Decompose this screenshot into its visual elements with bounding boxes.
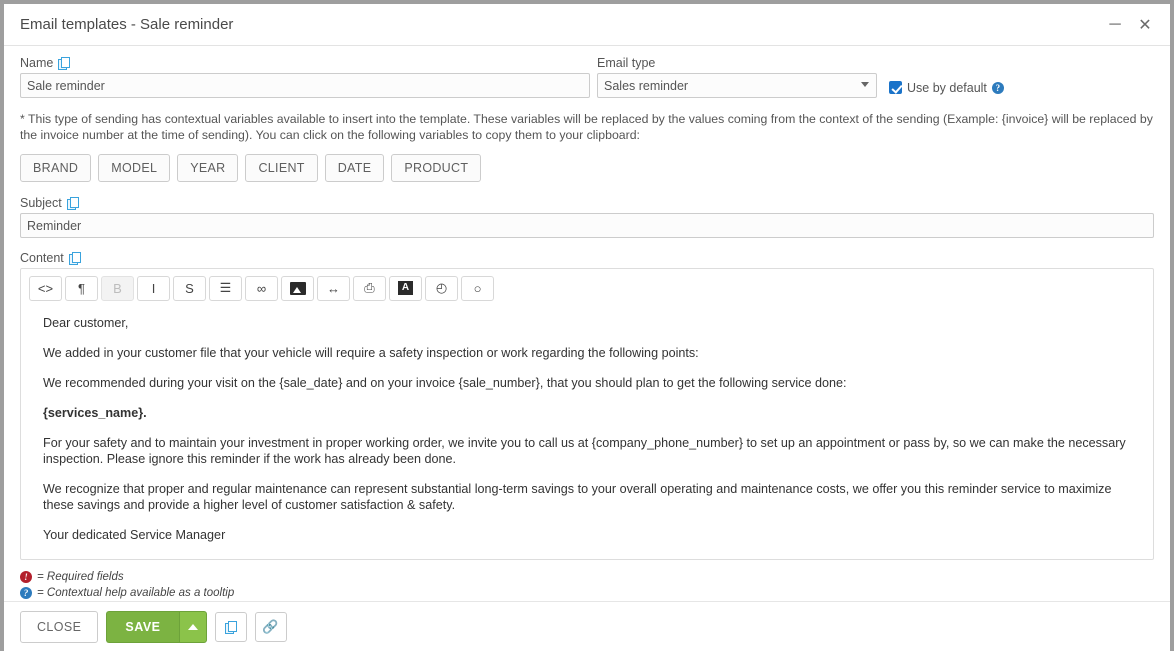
contextual-variables-note: * This type of sending has contextual variables available to insert into the template. These variables will be replaced by the values coming from the context of the sending (Example: {invoice} will be replaced by the invoice number at the time of sending). You can click on the following variables to copy them to your clipboard: bbox=[20, 112, 1153, 142]
email-type-select-wrap bbox=[597, 73, 877, 98]
name-input[interactable] bbox=[20, 73, 590, 98]
variable-button-client[interactable]: CLIENT bbox=[245, 154, 317, 182]
variable-buttons bbox=[20, 154, 1154, 182]
use-by-default-checkbox[interactable] bbox=[889, 81, 902, 94]
copy-icon[interactable] bbox=[58, 57, 69, 69]
image-icon[interactable] bbox=[281, 276, 314, 301]
content-paragraph: Your dedicated Service Manager bbox=[43, 528, 226, 542]
subject-input[interactable] bbox=[20, 213, 1154, 238]
copy-icon[interactable] bbox=[69, 252, 80, 264]
strikethrough-icon[interactable]: S bbox=[173, 276, 206, 301]
save-button-group bbox=[106, 611, 206, 643]
use-by-default-label: Use by default bbox=[907, 80, 987, 95]
page-title: Email templates - Sale reminder bbox=[20, 16, 234, 33]
content-paragraph: For your safety and to maintain your investment in proper working order, we invite you to call us at {company_phone_number} to set up an appointment or pass by, so we can make the necessary inspection. Please ignore this reminder if the work has already been done. bbox=[43, 436, 1126, 466]
required-icon: ! bbox=[20, 571, 32, 583]
window-body bbox=[4, 46, 1170, 601]
content-paragraph: Dear customer, bbox=[43, 316, 129, 330]
content-paragraph: We added in your customer file that your vehicle will require a safety inspection or work regarding the following points: bbox=[43, 346, 699, 360]
italic-icon[interactable]: I bbox=[137, 276, 170, 301]
print-icon[interactable]: ⎙ bbox=[353, 276, 386, 301]
copy-icon[interactable] bbox=[67, 197, 78, 209]
clock-icon[interactable]: ◴ bbox=[425, 276, 458, 301]
name-type-row bbox=[20, 56, 1154, 98]
horizontal-rule-icon[interactable]: ↔ bbox=[317, 276, 350, 301]
window-footer bbox=[4, 601, 1170, 651]
help-icon: ? bbox=[20, 587, 32, 599]
content-paragraph-services-name: {services_name}. bbox=[43, 406, 147, 420]
content-paragraph: We recognize that proper and regular maintenance can represent substantial long-term savings to your overall operating and maintenance costs, we offer you this reminder service to maximize these savings and provide a higher level of customer satisfaction & safety. bbox=[43, 482, 1112, 512]
editor-toolbar bbox=[21, 269, 1153, 307]
legend-required-row bbox=[20, 569, 1154, 585]
close-button[interactable]: CLOSE bbox=[20, 611, 98, 643]
paragraph-icon[interactable]: ¶ bbox=[65, 276, 98, 301]
email-type-select[interactable] bbox=[597, 73, 877, 98]
legend-required-text: = Required fields bbox=[37, 571, 124, 583]
text-color-icon[interactable]: A bbox=[389, 276, 422, 301]
email-type-label: Email type bbox=[597, 56, 656, 70]
variable-button-model[interactable]: MODEL bbox=[98, 154, 170, 182]
duplicate-icon[interactable] bbox=[215, 612, 247, 642]
legend bbox=[20, 569, 1154, 601]
legend-tooltip-row bbox=[20, 585, 1154, 601]
bullet-list-icon[interactable]: ☰ bbox=[209, 276, 242, 301]
code-view-icon[interactable]: <> bbox=[29, 276, 62, 301]
link-icon[interactable]: ∞ bbox=[245, 276, 278, 301]
save-button[interactable]: SAVE bbox=[106, 611, 178, 643]
close-window-button[interactable]: ✕ bbox=[1138, 16, 1152, 34]
name-label: Name bbox=[20, 56, 54, 70]
variable-button-date[interactable]: DATE bbox=[325, 154, 385, 182]
content-label: Content bbox=[20, 251, 64, 265]
content-text-area[interactable] bbox=[21, 307, 1153, 567]
content-label-wrap bbox=[20, 251, 1154, 265]
variable-button-year[interactable]: YEAR bbox=[177, 154, 238, 182]
comment-icon[interactable]: ○ bbox=[461, 276, 494, 301]
name-field-group bbox=[20, 56, 590, 98]
content-editor bbox=[20, 268, 1154, 560]
email-type-field-group bbox=[597, 56, 877, 98]
window-titlebar bbox=[4, 4, 1170, 46]
email-template-window bbox=[4, 4, 1170, 634]
legend-tooltip-text: = Contextual help available as a tooltip bbox=[37, 587, 235, 599]
help-icon[interactable]: ? bbox=[992, 82, 1004, 94]
content-paragraph: We recommended during your visit on the {sale_date} and on your invoice {sale_number}, that you should plan to get the following service done: bbox=[43, 376, 847, 390]
variable-button-product[interactable]: PRODUCT bbox=[391, 154, 481, 182]
minimize-button[interactable]: ─ bbox=[1109, 15, 1121, 33]
save-dropdown-caret-icon[interactable] bbox=[179, 611, 207, 643]
link-icon[interactable]: 🔗 bbox=[255, 612, 287, 642]
subject-label: Subject bbox=[20, 196, 62, 210]
bold-icon[interactable]: B bbox=[101, 276, 134, 301]
name-label-wrap bbox=[20, 56, 590, 70]
variable-button-brand[interactable]: BRAND bbox=[20, 154, 91, 182]
use-by-default-group[interactable] bbox=[889, 56, 1004, 98]
subject-label-wrap bbox=[20, 196, 1154, 210]
